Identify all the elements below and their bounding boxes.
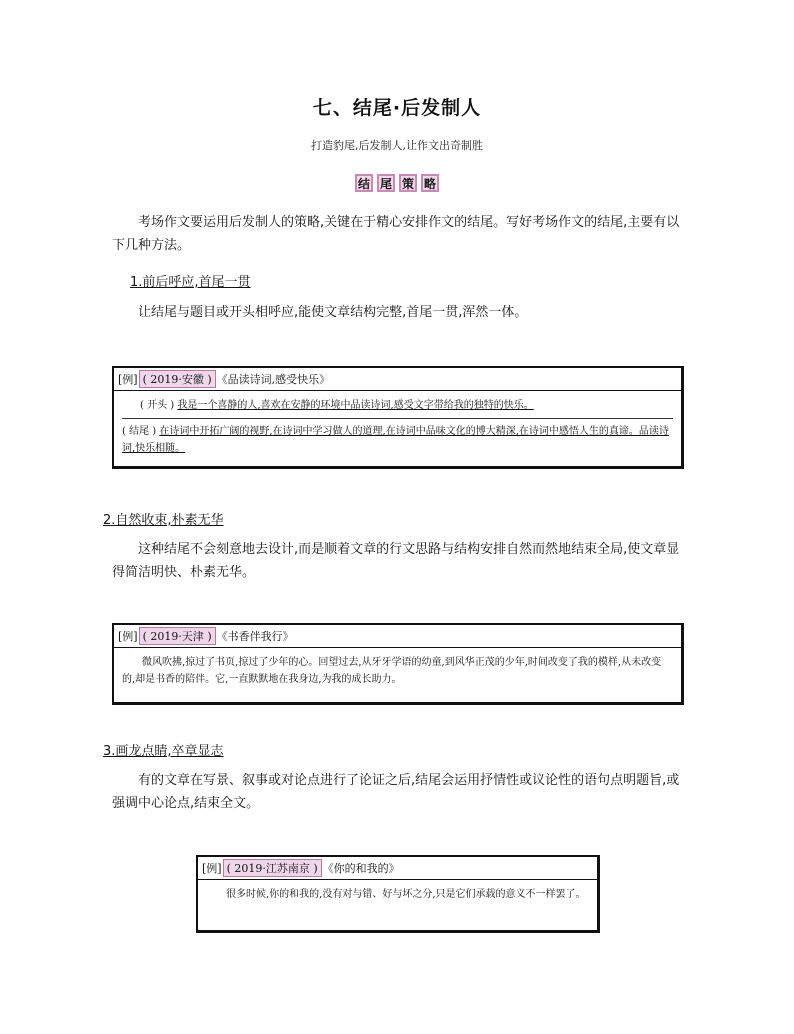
example-body <box>114 391 681 463</box>
section-desc-3: 有的文章在写景、叙事或对论点进行了论证之后,结尾会运用抒情性或议论性的语句点明题旨,或强调中心论点,结束全文。 <box>112 773 680 811</box>
example-label: [例] <box>118 630 138 643</box>
example-paragraph <box>122 393 673 419</box>
example-label: [例] <box>202 862 222 875</box>
badge-char: 结 <box>355 174 373 192</box>
example-label: [例] <box>118 373 138 386</box>
example-header <box>114 368 681 391</box>
example-work-title: 《你的和我的》 <box>322 862 400 875</box>
example-source-tag: ( 2019·天津 ) <box>139 627 216 645</box>
example-box-3 <box>196 855 600 933</box>
section-heading-3: 3.画龙点睛,卒章显志 <box>103 744 224 759</box>
badge-char: 略 <box>421 174 439 192</box>
example-box-1 <box>112 366 684 469</box>
page-subtitle: 打造豹尾,后发制人,让作文出奇制胜 <box>311 139 483 152</box>
example-paragraph <box>122 419 673 461</box>
example-body <box>198 880 597 905</box>
example-text: 微风吹拂,掠过了书页,掠过了少年的心。回望过去,从牙牙学语的幼童,到风华正茂的少年,时间改变了我的模样,从未改变的,却是书香的陪伴。它,一直默默地在我身边,为我的成长助力。 <box>122 657 662 685</box>
example-text: 在诗词中开拓广阔的视野,在诗词中学习做人的道理,在诗词中品味文化的博大精深,在诗词中感悟人生的真谛。品读诗词,快乐相随。 <box>122 426 669 454</box>
example-prefix: ( 开头 ) <box>140 400 175 411</box>
example-source-tag: ( 2019·江苏南京 ) <box>223 859 322 877</box>
strategy-badges <box>0 174 794 192</box>
example-body <box>114 648 681 690</box>
section-heading-1: 1.前后呼应,首尾一贯 <box>130 275 251 290</box>
example-text: 我是一个喜静的人,喜欢在安静的环境中品读诗词,感受文字带给我的独特的快乐。 <box>177 400 534 411</box>
example-box-2 <box>112 623 684 705</box>
example-header <box>198 857 597 880</box>
section-heading-2: 2.自然收束,朴素无华 <box>103 513 224 528</box>
example-source-tag: ( 2019·安徽 ) <box>139 370 216 388</box>
intro-paragraph: 考场作文要运用后发制人的策略,关键在于精心安排作文的结尾。写好考场作文的结尾,主要有以下几种方法。 <box>112 215 680 253</box>
example-text: 很多时候,你的和我的,没有对与错、好与坏之分,只是它们承载的意义不一样罢了。 <box>226 889 586 900</box>
example-work-title: 《品读诗词,感受快乐》 <box>216 373 331 386</box>
section-desc-1: 让结尾与题目或开头相呼应,能使文章结构完整,首尾一贯,浑然一体。 <box>138 305 528 320</box>
badge-char: 尾 <box>377 174 395 192</box>
badge-char: 策 <box>399 174 417 192</box>
example-work-title: 《书香伴我行》 <box>216 630 294 643</box>
example-prefix: ( 结尾 ) <box>122 426 157 437</box>
page-title: 七、结尾·后发制人 <box>312 97 482 119</box>
example-header <box>114 625 681 648</box>
section-desc-2: 这种结尾不会刻意地去设计,而是顺着文章的行文思路与结构安排自然而然地结束全局,使文章显得简洁明快、朴素无华。 <box>112 542 680 580</box>
